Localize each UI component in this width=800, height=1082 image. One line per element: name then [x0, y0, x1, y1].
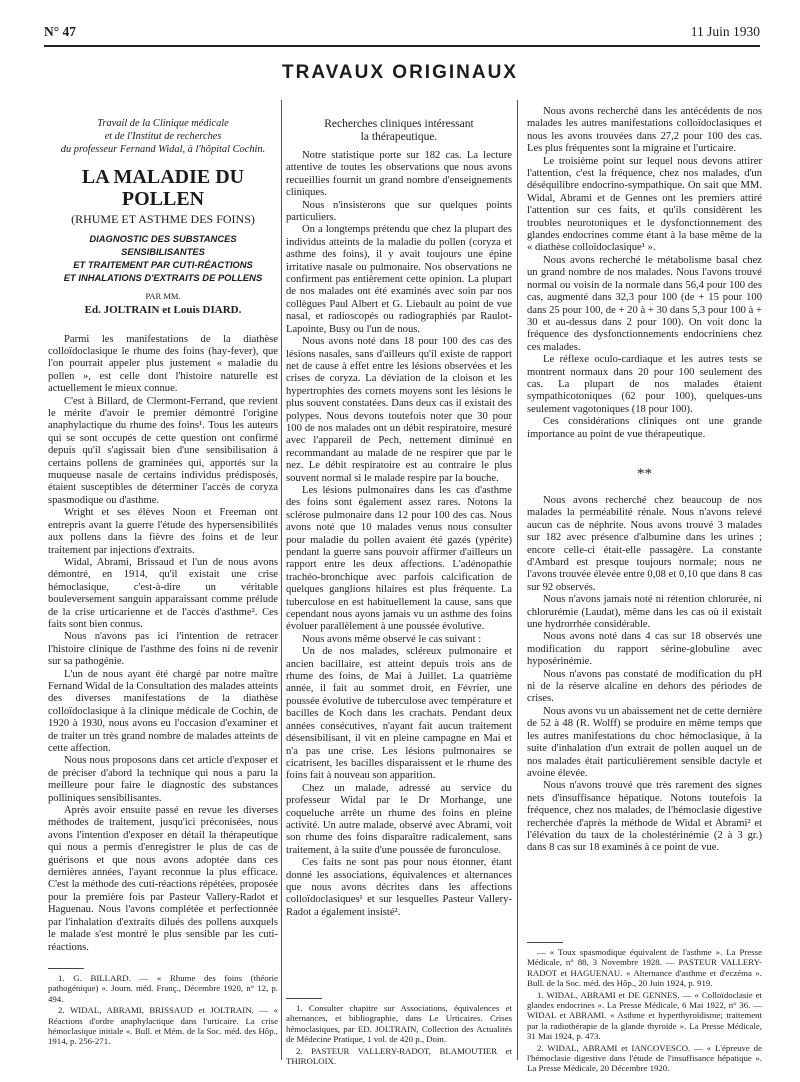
paragraph: Notre statistique porte sur 182 cas. La lecture attentive de toutes les observations que nous avons recueillies fournit un grand nombre d'enseignements cliniques. — [286, 150, 512, 199]
footnotes-col-2 — [286, 998, 512, 1067]
authors: Ed. JOLTRAIN et Louis DIARD. — [84, 304, 242, 317]
paragraph: Nous avons même observé le cas suivant : — [302, 633, 482, 645]
section-heading-line-2: la thérapeutique. — [360, 131, 438, 143]
paragraph: Nous avons recherché le métabolisme basal chez un grand nombre de nos malades. Nous l'avons trouvé normal ou voisin de la normale dans 56,4 pour 100 des cas, augmenté dans 32,3 pour 100 (de + 15 pour 100 dans 25 pour 100, de + 20 à + 30 dans 5,3 pour 100 à + 30 et au-dessus dans 2 pour 100). On voit donc la fréquence des dysfonctionnements endocriniens chez ces malades. — [527, 254, 762, 353]
issue-date: 11 Juin 1930 — [690, 24, 760, 39]
footnote: 2. PASTEUR VALLERY-RADOT, BLAMOUTIER et THIROLOIX. — [286, 1045, 512, 1067]
footnotes-col-1 — [48, 968, 278, 1048]
section-heading-line-1: Recherches cliniques intéressant — [324, 118, 474, 130]
paragraph: Nous n'avons trouvé que très rarement des signes nets d'insuffisance hépatique. Notons toutefois la fréquence, chez nos malades, de l'hémoclasie digestive recherchée d'après la méthode de Widal et Abrami² et l'élévation du taux de la cholestérinémie (2 à 3 gr.) dans 8 cas sur 18 examinés à ce point de vue. — [527, 780, 762, 854]
paragraph: L'un de nous ayant été chargé par notre maître Fernand Widal de la Consultation des malades atteints des diverses manifestations de la diathèse colloïdoclasique à la clinique médicale de Cochin, de 1920 à 1930, nous avons eu l'occasion d'examiner et de traiter un très grand nombre de malades atteints de cette affection. — [48, 668, 278, 755]
diagnostic-line-1: DIAGNOSTIC DES SUBSTANCES SENSIBILISANTES — [89, 232, 237, 257]
paragraph: Chez un malade, adressé au service du professeur Widal par le Dr Morhange, une coqueluche arrête un rhume des foins en pleine activité. Un autre malade, observé avec Abrami, voit son rhume des foins disparaître radicalement, sans traitement, à la suite d'une poussée de furonculose. — [286, 782, 512, 856]
footnote-rule — [48, 968, 84, 969]
article-title: LA MALADIE DU POLLEN — [81, 166, 245, 211]
paragraph: Nous n'avons pas constaté de modification du pH ni de la réserve alcaline en dehors des périodes de crises. — [527, 668, 762, 705]
paragraph: Widal, Abrami, Brissaud et l'un de nous avons démontré, en 1914, qu'il existait une crise hémoclasique, c'est-à-dire un véritable bouleversement sanguin apparaissant comme prélude de la crise urticarienne et de l'accès d'asthme². Ces faits sont bien connus. — [48, 556, 278, 630]
footnotes-col-3 — [527, 942, 762, 1075]
paragraph: Nous n'avons jamais noté ni rétention chlorurée, ni chlorurémie (Laudat), même dans les cas où il existait une hydrorrhée considérable. — [527, 594, 762, 631]
diagnostic-line-2: ET TRAITEMENT PAR CUTI-RÉACTIONS — [73, 258, 253, 270]
institution-line-3: du professeur Fernand Widal, à l'hôpital Cochin. — [60, 143, 266, 155]
paragraph: Nous avons recherché chez beaucoup de nos malades la perméabilité rénale. Nous n'avons relevé aucun cas de néphrite. Nous avons trouvé 3 malades sur 182 avec présence d'albumine dans les urines ; encore celle-ci était-elle passagère. La constante d'Ambard est presque toujours normale; nous ne l'avons trouvée élevée entre 0,08 et 0,10 que dans 8 cas sur 92 observés. — [527, 494, 762, 593]
paragraph: C'est à Billard, de Clermont-Ferrand, que revient le mérite d'avoir le premier démontré l'origine anaphylactique du rhume des foins¹. Tous les auteurs qui se sont occupés de cette question ont confirmé depuis qu'il s'agissait bien d'une sensibilisation à certains pollens de graminées qui, apportés sur la muqueuse nasale de certains individus prédisposés, étaient susceptibles de déterminer l'accès de coryza spasmodique ou d'asthme. — [48, 395, 278, 506]
footnote-rule — [527, 942, 563, 943]
column-3-body-b — [527, 495, 762, 855]
institution-line — [48, 118, 278, 156]
paragraph: Le troisième point sur lequel nous devons attirer l'attention, c'est la fréquence, chez nos malades, d'un déséquilibre endocrino-sympathique. On sait que MM. Widal, Abrami et de Gennes ont les premiers attiré l'attention sur ces faits, et qu'ils considèrent les troubles neurotoniques et le dysfonctionnement des glandes endocrines comme étant à la base même de la « diathèse colloïdoclasique¹ ». — [527, 155, 762, 254]
column-1 — [48, 118, 278, 954]
paragraph: Wright et ses élèves Noon et Freeman ont entrepris avant la guerre l'étude des hypersensibilités aux pollens dans la fièvre des foins et de leur traitement par injections d'extraits. — [48, 507, 278, 556]
paragraph: Parmi les manifestations de la diathèse colloïdoclasique le rhume des foins (hay-fever), que l'on pourrait appeler plus justement « maladie du pollen », est celle dont l'histoire naturelle est actuellement le mieux connue. — [48, 333, 278, 395]
paragraph: Nous avons noté dans 18 pour 100 des cas des lésions nasales, sans d'ailleurs qu'il existe de rapport net de cause à effet entre les lésions observées et les crises de coryza. La déviation de la cloison et les hypertrophies des cornets moyens sont les lésions le plus souvent constatées. Dans deux cas il existait des polypes. Nous devons toutefois noter que 30 pour 100 de nos malades ont un débit respiratoire, mesuré avec l'appareil de Pech, nettement diminué en recommandant au malade de ne respirer que par le nez. Le débit respiratoire est au contraire le plus souvent normal si le malade respire par la bouche. — [286, 336, 512, 484]
footnote: 1. G. BILLARD. — « Rhume des foins (théorie pathogénique) ». Journ. méd. Franç., Décembre 1920, n° 12, p. 494. — [48, 973, 278, 1004]
issue-number: N° 47 — [44, 24, 77, 39]
paragraph: Nous avons recherché dans les antécédents de nos malades les autres manifestations colloïdoclasiques et nous les avons trouvées dans 27,2 pour 100 des cas. Les plus fréquentes sont la migraine et l'urticaire. — [527, 106, 762, 155]
paragraph: Nous n'avons pas ici l'intention de retracer l'histoire clinique de l'asthme des foins ni de revenir sur sa pathogénie. — [48, 631, 278, 668]
column-2-body — [286, 150, 512, 919]
footnote: 2. WIDAL, ABRAMI, BRISSAUD et JOLTRAIN. — « Réactions d'ordre anaphylactique dans l'urticaire. La crise hémoclasique initiale ». Bull. et Mém. de la Soc. méd. des Hôp., 1914, p. 256-271. — [48, 1005, 278, 1047]
footnote: 2. WIDAL, ABRAMI et IANCOVESCO. — « L'épreuve de l'hémoclasie digestive dans l'étude de l'insuffisance hépatique ». La Presse Médicale, 20 Décembre 1920. — [527, 1042, 762, 1074]
paragraph: Après avoir ensuite passé en revue les diverses méthodes de traitement, jusqu'ici préconisées, nous avons l'intention d'exposer en détail la thérapeutique qui nous a permis d'enregistrer le plus de cas de guérisons et que nous avons adoptée dans ces dernières années, l'ayant reconnue la plus efficace. C'est la méthode des cuti-réactions répétées, proposée pour la première fois par Pasteur Vallery-Radot et Haguenau. Nous l'avons complétée et perfectionnée par l'inhalation d'extraits dilués des pollens auxquels le malade s'est montré le plus sensible par les cuti-réactions. — [48, 805, 278, 953]
paragraph: Un de nos malades, scléreux pulmonaire et ancien bacillaire, est atteint depuis trois ans de rhume des foins, de Mai à Juillet. La quatrième année, il fait au sommet droit, en Février, une poussée évolutive de tuberculose avec température et bacilles de Koch dans les crachats. Pendant deux années consécutives, n'ayant fait aucun traitement désensibilisant, il vit en pleine campagne en Mai et n'a pas une crise. Les lésions pulmonaires se cicatrisent, les bacilles disparaissent et le rhume des foins fait à nouveau son apparition. — [286, 646, 512, 782]
column-2 — [286, 118, 512, 919]
institution-line-1: Travail de la Clinique médicale — [97, 118, 229, 129]
section-heading — [286, 118, 512, 144]
paragraph: Ces considérations cliniques ont une grande importance au point de vue thérapeutique. — [527, 416, 762, 440]
paragraph: Le réflexe oculo-cardiaque et les autres tests se montrent normaux dans 20 pour 100 seulement des cas. La plupart de nos malades étaient sympathicotoniques (62 pour 100), quelques-uns seulement vagotoniques (18 pour 100). — [527, 354, 762, 415]
paragraph: Ces faits ne sont pas pour nous étonner, étant donné les associations, équivalences et alternances que nous avons décrites dans les affections colloïdoclasiques¹ et sur lesquelles Pasteur Vallery-Radot a également insisté². — [286, 857, 512, 918]
footnote: 1. Consulter chapitre sur Associations, équivalences et alternances, et bibliographie, dans Le Urticaires. Crises hémoclasiques, par ED. JOLTRAIN, Collection des Actualités de Médecine Pratique, 1 vol. de 420 p., Doin. — [286, 1003, 512, 1045]
article-subtitle: (RHUME ET ASTHME DES FOINS) — [71, 212, 255, 227]
paragraph: Les lésions pulmonaires dans les cas d'asthme des foins sont également assez rares. Notons la sclérose pulmonaire dans 12 pour 100 des cas. Nous avons noté que 10 malades venus nous consulter pour maladie du pollen avaient été gazés (ypérite) pendant la guerre sans pouvoir affirmer d'ailleurs un rapport entre les deux affections. L'adénopathie trachéo-bronchique avec parfois calcification de quelques ganglions hilaires est plus fréquente. La tuberculose en est habituellement la cause, sans que cependant nous ayons jamais vu un asthme des foins évoluer parallèlement à une poussée évolutive. — [286, 484, 512, 633]
column-3-body — [527, 106, 762, 441]
section-title: TRAVAUX ORIGINAUX — [282, 62, 518, 83]
column-1-body — [48, 334, 278, 954]
column-3 — [527, 106, 762, 855]
footnote: 1. WIDAL, ABRAMI et DE GENNES. — « Colloïdoclasie et glandes endocrines ». La Presse Médicale, 6 Mai 1922, n° 36. — WIDAL et ABRAMI. « Asthme et hyperthyroïdisme; traitement par la radiothérapie de la glande thyroïde ». La Presse Médicale, 31 Mai 1924, p. 473. — [527, 989, 762, 1042]
paragraph: Nous nous proposons dans cet article d'exposer et de préciser d'abord la technique qui nous a paru la meilleure pour faire le diagnostic des substances polliniques sensibilisantes. — [48, 755, 278, 804]
paragraph: Nous avons vu un abaissement net de cette dernière de 52 à 48 (R. Wolff) se produire en même temps que les autres manifestations du choc hémoclasique, à la suite d'inhalation d'un extrait de pollen auquel un de nos malades était particulièrement sensible dactyle et avoine élevée. — [527, 705, 762, 779]
diagnostic-line-3: ET INHALATIONS D'EXTRAITS DE POLLENS — [63, 271, 263, 283]
section-separator: ** — [637, 465, 652, 482]
paragraph: On a longtemps prétendu que chez la plupart des individus atteints de la maladie du pollen (coryza et asthme des foins), il y avait toujours une épine irritative nasale ou pulmonaire. Nos observations ne confirment pas entièrement cette opinion. La plupart de nos malades ont été examinés avec soin par nos collègues Paul Albert et G. Liebault au point de vue nasal, et radioscopés ou radiographiés par Raulot-Lapointe, Busy ou l'un de nous. — [286, 224, 512, 335]
column-divider-1 — [281, 100, 282, 1060]
institution-line-2: et de l'Institut de recherches — [104, 130, 222, 142]
par-label: PAR MM. — [145, 290, 181, 301]
footnote-rule — [286, 998, 322, 999]
footnote: — « Toux spasmodique équivalent de l'asthme ». La Presse Médicale, n° 88, 3 Novembre 1928. — PASTEUR VALLERY-RADOT et HAGUENAU. « Alternance d'asthme et d'eczéma ». Bull. de la Soc. méd. des Hôp., 20 Juin 1924, p. 919. — [527, 947, 762, 989]
paragraph: Nous n'insisterons que sur quelques points particuliers. — [286, 199, 512, 224]
column-divider-2 — [517, 100, 518, 1060]
header-rule — [44, 45, 760, 47]
paragraph: Nous avons noté dans 4 cas sur 18 observés une modification du rapport sérine-globuline avec hyposérinémie. — [527, 631, 762, 668]
diagnostic-heading — [48, 232, 278, 284]
